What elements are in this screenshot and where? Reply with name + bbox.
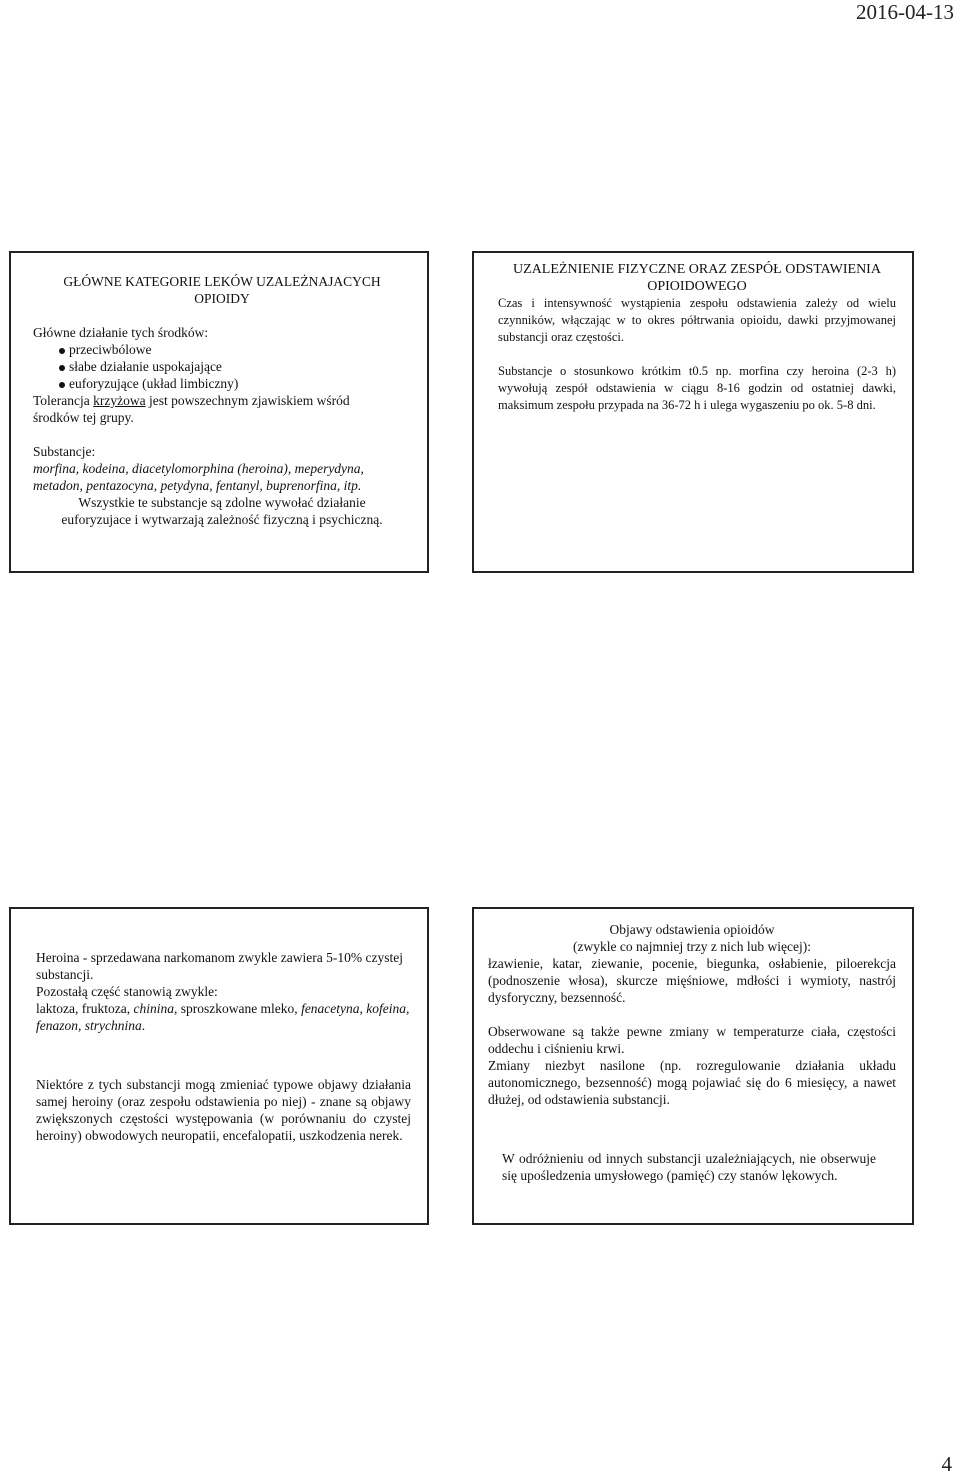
withdrawal-paragraph: Czas i intensywność wystąpienia zespołu odstawienia zależy od wielu czynników, włączając w to okres półtrwania opioidu, dawki przyjmowanej substancji oraz częstości.	[498, 296, 896, 344]
slide-heroin-composition	[9, 907, 429, 1225]
tolerance-text-line2: środków tej grupy.	[33, 410, 134, 425]
mental-impairment-paragraph: W odróżnieniu od innych substancji uzależniających, nie obserwuje się upośledzenia umysłowego (pamięć) czy stanów lękowych.	[502, 1151, 876, 1183]
slide-title-line2: OPIOIDOWEGO	[647, 279, 747, 294]
slide-title-line1: UZALEŻNIENIE FIZYCZNE ORAZ ZESPÓŁ ODSTAWIENIA	[513, 262, 881, 277]
slide-title-line2: OPIOIDY	[194, 291, 250, 306]
autonomic-paragraph: Zmiany niezbyt nasilone (np. rozregulowanie działania układu autonomicznego, bezsenność) mogą pojawiać się do 6 miesięcy, a nawet dłużej, od odstawienia substancji.	[488, 1058, 896, 1107]
page-number: 4	[941, 1452, 952, 1476]
slide-withdrawal-syndrome	[472, 251, 914, 573]
list-item: euforyzujące (układ limbiczny)	[69, 375, 411, 392]
heroin-purity-text: Heroina - sprzedawana narkomanom zwykle zawiera 5-10% czystej substancji.	[36, 950, 403, 982]
page-date: 2016-04-13	[856, 0, 954, 24]
symptoms-list: łzawienie, katar, ziewanie, pocenie, biegunka, osłabienie, piloerekcja (podnoszenie włosa), skurcze mięśniowe, mdłości i wymioty, nastrój dysforyczny, bezsenność.	[488, 956, 896, 1005]
summary-line1: Wszystkie te substancje są zdolne wywołać działanie	[78, 495, 366, 510]
cross-tolerance-link[interactable]: krzyżowa	[93, 393, 146, 408]
additives-effects-paragraph: Niektóre z tych substancji mogą zmieniać typowe objawy działania samej heroiny (oraz zespołu odstawienia po niej) - znane są objawy zwiększonych częstości występowania (w porównaniu do czystej heroiny) obwodowych neuropatii, encefalopatii, uszkodzenia nerek.	[36, 1077, 411, 1143]
substances-label: Substancje:	[33, 444, 96, 459]
slide-withdrawal-symptoms	[472, 907, 914, 1225]
slide-title-line1: GŁÓWNE KATEGORIE LEKÓW UZALEŻNAJACYCH	[63, 274, 381, 289]
slide-title-line1: Objawy odstawienia opioidów	[609, 922, 775, 937]
tolerance-text: Tolerancja krzyżowa jest powszechnym zjawiskiem wśród	[33, 393, 350, 408]
vital-signs-paragraph: Obserwowane są także pewne zmiany w temperaturze ciała, częstości oddechu i ciśnieniu krwi.	[488, 1024, 896, 1056]
list-item: przeciwbólowe	[69, 341, 411, 358]
effects-list	[33, 341, 411, 392]
slide-opioid-categories	[9, 251, 429, 573]
substances-list-line1: morfina, kodeina, diacetylomorphina (heroina), meperydyna,	[33, 461, 364, 476]
remaining-part-text: Pozostałą część stanowią zwykle:	[36, 984, 218, 999]
short-halflife-paragraph: Substancje o stosunkowo krótkim t0.5 np. morfina czy heroina (2-3 h) wywołują zespół odstawienia w ciągu 8-16 godzin od ostatniej dawki, maksimum zespołu przypada na 36-72 h i ulega wygaszeniu po ok. 5-8 dni.	[498, 364, 896, 412]
slide-title-line2: (zwykle co najmniej trzy z nich lub więcej):	[572, 939, 812, 954]
summary-line2: euforyzujace i wytwarzają zależność fizyczną i psychiczną.	[61, 512, 383, 527]
substances-list-line2: metadon, pentazocyna, petydyna, fentanyl, buprenorfina, itp.	[33, 478, 362, 493]
list-item: słabe działanie uspokajające	[69, 358, 411, 375]
additives-list: laktoza, fruktoza, chinina, sproszkowane mleko, fenacetyna, kofeina, fenazon, strychnina.	[36, 1001, 410, 1033]
intro-text: Główne działanie tych środków:	[33, 325, 209, 340]
